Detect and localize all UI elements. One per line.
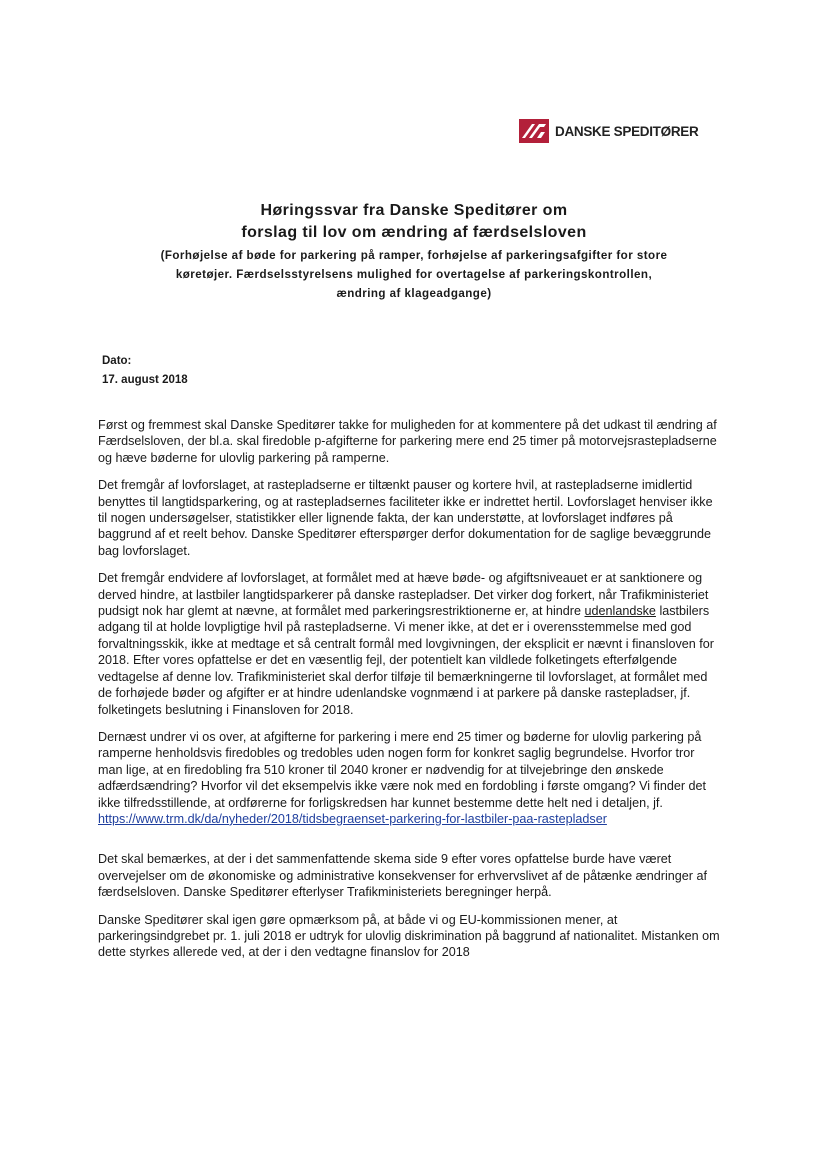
danske-speditorer-logo-icon [519,119,549,143]
paragraph-1: Først og fremmest skal Danske Speditører takke for muligheden for at kommentere på det udkast til ændring af Færdselsloven, der bl.a. skal firedoble p-afgifterne for parkering mere end 25 timer på motorvejsrastepladserne og hæve bøderne for ulovlig parkering på ramperne. [98,418,717,465]
paragraph-3-part-b: lastbilers adgang til at holde lovpligtige hvil på rastepladserne. Vi mener ikke, at det er i overensstemmelse med god forvaltningsskik, ikke at medtage et så centralt formål med lovgivningen, der eksplicit er nævnt i finansloven for 2018. Efter vores opfattelse er det en væsentlig fejl, der potentielt kan vildlede folketingets efterfølgende vedtagelse af denne lov. Trafikministeriet skal derfor tilføje til bemærkningerne til lovforslaget, at formålet med de forhøjede bøder og afgifter er at hindre udenlandske vognmænd i at parkere på danske rastepladser, jf. folketingets beslutning i Finansloven for 2018. [98,604,714,717]
paragraph-6: Danske Speditører skal igen gøre opmærksom på, at både vi og EU-kommissionen mener, at parkeringsindgrebet pr. 1. juli 2018 er udtryk for ulovlig diskrimination på baggrund af nationalitet. Mistanken om dette styrkes allerede ved, at der i den vedtagne finanslov for 2018 [98,912,720,960]
paragraph-2: Det fremgår af lovforslaget, at rastepladserne er tiltænkt pauser og kortere hvil, at rastepladserne imidlertid benyttes til langtidsparkering, og at rastepladsernes faciliteter ikke er indrettet hertil. Lovforslaget henviser ikke til nogen undersøgelser, statistikker eller lignende fakta, der kan understøtte, at lovforslaget indføres på baggrund af et reelt behov. Danske Speditører efterspørger derfor dokumentation for de saglige bevæggrunde bag lovforslaget. [98,478,713,558]
company-logo [519,119,698,143]
date-label: Dato: [102,355,132,367]
title-line-2: forslag til lov om ændring af færdselsloven [241,224,587,241]
date-block [102,352,188,390]
ministry-news-link[interactable]: https://www.trm.dk/da/nyheder/2018/tidsbegraenset-parkering-for-lastbiler-paa-rastepladser [98,811,607,826]
title-line-1: Høringssvar fra Danske Speditører om [260,202,568,219]
date-value: 17. august 2018 [102,374,188,386]
document-body [98,417,722,972]
document-subtitle: (Forhøjelse af bøde for parkering på ramper, forhøjelse af parkeringsafgifter for store køretøjer. Færdselsstyrelsens mulighed for overtagelse af parkeringskontrollen, ændring af klageadgange) [160,249,668,300]
logo-text: DANSKE SPEDITØRER [555,123,699,139]
paragraph-4 [98,729,722,827]
paragraph-4-text: Dernæst undrer vi os over, at afgifterne for parkering i mere end 25 timer og bøderne for ulovlig parkering på ramperne henholdsvis firedobles og tredobles uden nogen form for konkret saglig begrundelse. Hvorfor tror man lige, at en firedobling fra 510 kroner til 2040 kroner er nødvendig for at tilvejebringe den ønskede adfærdsændring? Hvorfor vil det eksempelvis ikke være nok med en fordobling i første omgang? Vi finder det ikke tilfredsstillende, at ordførerne for forligskredsen har kunnet bestemme dette helt ned i detaljen, jf. [98,729,707,810]
paragraph-5: Det skal bemærkes, at der i det sammenfattende skema side 9 efter vores opfattelse burde have været overvejelser om de økonomiske og administrative konsekvenser for erhvervslivet af de påtænke ændringer af færdselsloven. Danske Speditører efterlyser Trafikministeriets beregninger herpå. [98,852,707,900]
document-title [150,200,678,303]
paragraph-3 [98,570,722,718]
underlined-word: udenlandske [584,604,656,619]
paragraph-3-part-a: Det fremgår endvidere af lovforslaget, at formålet med at hæve bøde- og afgiftsniveauet er at sanktionere og derved hindre, at lastbiler langtidsparkerer på danske rastepladser. Det virker dog forkert, når Trafikministeriet pudsigt nok har glemt at nævne, at formålet med parkeringsrestriktionerne er, at hindre [98,571,709,619]
